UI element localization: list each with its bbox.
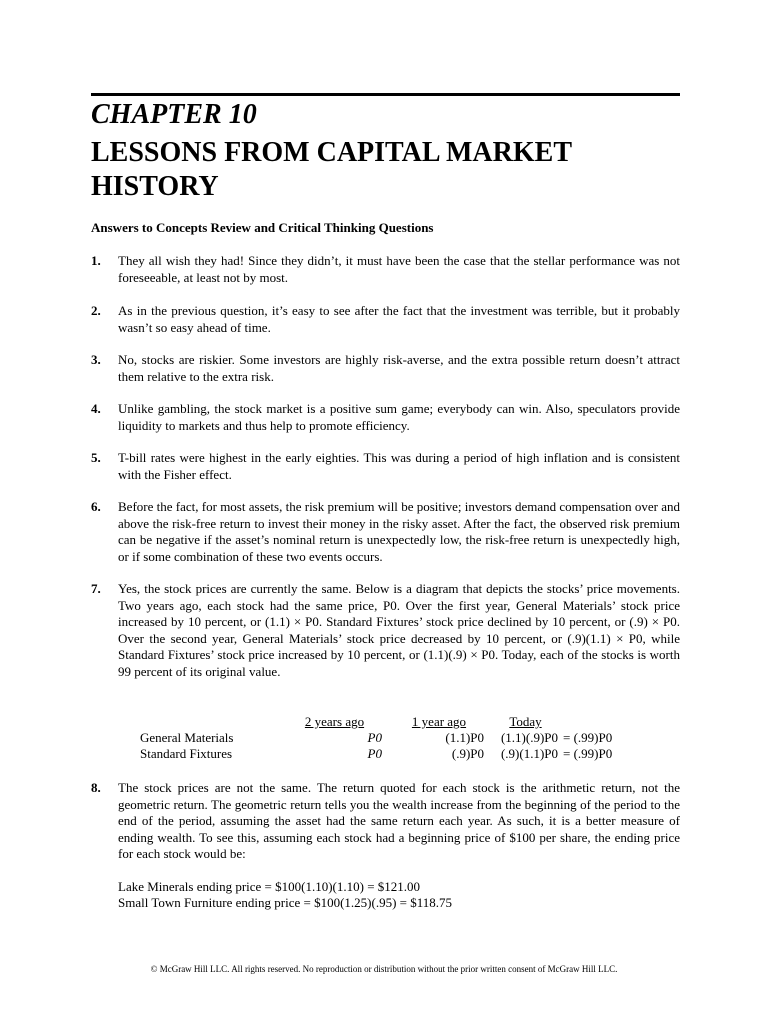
question-number: 8. [91,780,101,795]
question-item [91,352,680,385]
diagram-cell: = (.99)P0 [563,746,613,761]
diagram-cell: = (.99)P0 [563,730,613,745]
answer-text: As in the previous question, it’s easy to see after the fact that the investment was terrible, but it probably wasn’t so easy ahead of time. [118,303,680,335]
price-diagram [140,714,618,762]
chapter-label: CHAPTER 10 [91,99,257,130]
answer-text: Before the fact, for most assets, the risk premium will be positive; investors demand compensation over and above the risk-free return to invest their money in the risky asset. After the fact, the observed risk premium can be negative if the asset’s nominal return is unexpectedly low, the risk-free return is unexpectedly high, or if some combination of these two events occurs. [118,499,680,564]
diagram-header-row [140,714,618,730]
chapter-title: LESSONS FROM CAPITAL MARKET HISTORY [91,137,572,202]
answer-text: Yes, the stock prices are currently the same. Below is a diagram that depicts the stocks’ price movements. Two years ago, each stock had the same price, P0. Over the first year, General Materials’ stock price increased by 10 percent, or (1.1) × P0. Standard Fixtures’ stock price declined by 10 percent, or (.9) × P0. Over the second year, General Materials’ stock price decreased by 10 percent, or (.9)(1.1) × P0, while Standard Fixtures’ stock price increased by 10 percent, or (1.1)(.9) × P0. Today, each of the stocks is worth 99 percent of its original value. [118,581,680,679]
diagram-row-label: General Materials [140,730,234,745]
diagram-cell: (.9)(1.1)P0 [500,746,558,761]
question-number: 6. [91,499,101,514]
answer-text: They all wish they had! Since they didn’t, it must have been the case that the stellar performance was not foreseeable, at least not by most. [118,253,680,285]
question-number: 3. [91,352,101,367]
header-rule [91,93,680,96]
diagram-row-label: Standard Fixtures [140,746,233,761]
diagram-cell: (1.1)P0 [445,730,484,745]
answer-text: T-bill rates were highest in the early eighties. This was during a period of high inflation and is consistent with the Fisher effect. [118,450,680,482]
diagram-header: 2 years ago [304,714,365,729]
diagram-row [140,730,618,746]
diagram-cell: P0 [367,730,382,745]
question-number: 5. [91,450,101,465]
question-item [91,253,680,286]
answer-text: The stock prices are not the same. The return quoted for each stock is the arithmetic return, not the geometric return. The geometric return tells you the wealth increase from the beginning of the period to the end of the period, assuming the asset had the same return each year. As such, it is a better measure of ending wealth. To see this, assuming each stock had a beginning price of $100 per share, the ending price for each stock would be: [118,780,680,861]
question-number: 1. [91,253,101,268]
question-number: 2. [91,303,101,318]
answer-text: No, stocks are riskier. Some investors are highly risk-averse, and the extra possible return doesn’t attract them relative to the extra risk. [118,352,680,384]
question-item [91,581,680,680]
diagram-cell: P0 [367,746,382,761]
answer-text: Unlike gambling, the stock market is a positive sum game; everybody can win. Also, speculators provide liquidity to markets and thus help to promote efficiency. [118,401,680,433]
question-item [91,780,680,863]
diagram-cell: (.9)P0 [451,746,484,761]
question-number: 4. [91,401,101,416]
copyright-footer: © McGraw Hill LLC. All rights reserved. No reproduction or distribution without the prior written consent of McGraw Hill LLC. [150,964,618,974]
question-item [91,499,680,565]
calculation-line: Lake Minerals ending price = $100(1.10)(1.10) = $121.00 [118,879,421,894]
calculation-line: Small Town Furniture ending price = $100(1.25)(.95) = $118.75 [118,895,453,910]
diagram-header: 1 year ago [411,714,467,729]
diagram-header: Today [509,714,542,729]
question-item [91,303,680,336]
diagram-row [140,746,618,762]
diagram-cell: (1.1)(.9)P0 [500,730,558,745]
question-item [91,401,680,434]
question-number: 7. [91,581,101,596]
question-item [91,450,680,483]
section-subheading: Answers to Concepts Review and Critical Thinking Questions [91,220,434,235]
